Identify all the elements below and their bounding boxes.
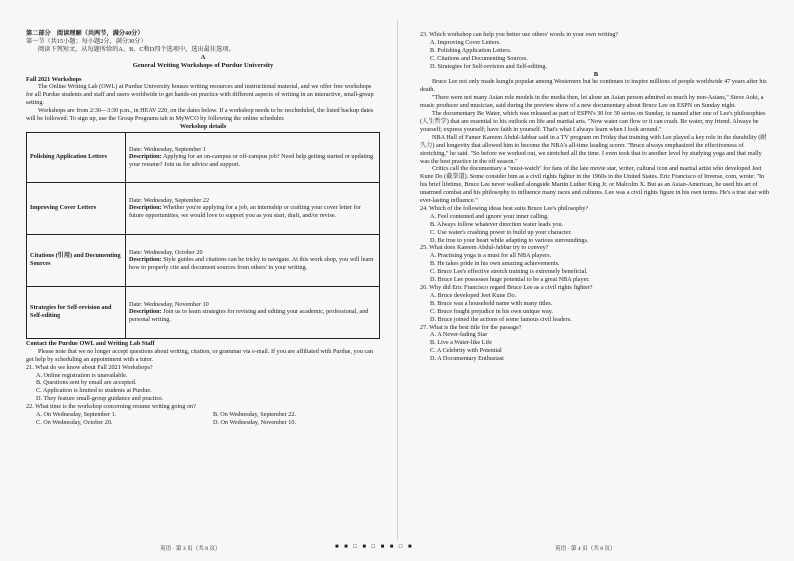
option: A. On Wednesday, September 1. [36, 411, 117, 419]
workshop-desc: Whether you're applying for a job, an internship or crafting your cover letter for future opportunities, we would love to support you as you start, draft, and/or revise. [129, 204, 361, 220]
question-23: 23. Which workshop can help you better use others' words in your own writing? [420, 31, 619, 38]
section-header: 第二部分 阅读理解（共两节，满分40分） [26, 30, 144, 37]
passage-letter-b: B [593, 70, 599, 78]
left-column [26, 30, 380, 427]
option: C. A Celebrity with Potential [430, 347, 502, 355]
option: A. Practising yoga is a must for all NBA players. [430, 252, 552, 260]
section-sub: 第一节（共15小题；每小题2分，满分30分） [26, 37, 147, 45]
option: C. Citations and Documenting Sources. [430, 54, 528, 62]
workshop-date: Date: Wednesday, September 1 [129, 145, 206, 153]
workshop-detail [126, 182, 380, 234]
workshop-name: Citations (引用) and Documenting Sources [27, 234, 126, 286]
option: C. Bruce fought prejudice in his own unique way. [430, 307, 553, 315]
option: A. Bruce developed Jeet Kune Do. [430, 291, 517, 299]
option: C. Application is limited to students at Purdue. [36, 387, 152, 395]
question-26: 26. Why did Eric Francisco regard Bruce Lee as a civil rights fighter? [420, 284, 593, 291]
option: D. Bruce joined the actions of some famous civil leaders. [430, 315, 572, 323]
option: B. Questions sent by email are accepted. [36, 379, 137, 387]
page-divider [397, 20, 398, 540]
workshop-name: Improving Cover Letters [27, 182, 126, 234]
option: A. Online registration is unavailable. [36, 371, 128, 379]
right-column [420, 31, 772, 363]
option: C. Use water's crashing power to build up your character. [430, 228, 572, 236]
option: B. Always follow whatever direction water leads you. [430, 220, 564, 228]
question-25: 25. What does Kareem Abdul-Jabbar try to convey? [420, 244, 549, 252]
option: A. Feel contented and ignore your inner calling. [430, 212, 549, 220]
workshop-date: Date: Wednesday, November 10 [129, 300, 209, 308]
passage-b-p5: Critics call the documentary a "must-watch" for fans of the late movie star, writer, cultural icon and martial artist who developed Jeet Kune Do (截拳道). Some consider him as a civil rights fighter in the 1960s in the United States. Eric Francisco of Inverse, com, wrote: "In his brief lifetime, Bruce Lee never walked alongside Martin Luther King Jr. or Malcolm X. But as an Asian-American, he used his art of unarmed combat and his philosophy to influence many races and cultures. Lee was a civil rights figure in his own terms. He's a true star with ever-lasting influence." [420, 165, 770, 205]
table-row [27, 182, 380, 234]
option: D. Be true to your heart while adapting to various surroundings. [430, 236, 589, 244]
option: A. A Never-fading Star [430, 331, 488, 339]
passage-b-p4: NBA Hall of Famer Kareem Abdul-Jabbar said in a TV program on Friday that training with Lee played a key role in the durability (耐久力) and longevity that allowed him to become the NBA's all-time leading scorer. "Bruce always emphasized the effectiveness of stretching," he said. "So before we worked out, we stretched all the time. I even took that to another level by studying yoga and that really was the best practice in the off season." [420, 133, 767, 165]
workshop-desc: Applying for an on-campus or off-campus job? Need help getting started or updating your resume? Join us for advice and support. [129, 153, 374, 169]
option: D. A Documentary Enthusiast [430, 355, 504, 363]
workshop-name: Strategies for Self-revision and Self-editing [27, 286, 126, 338]
passage-b-p2: "There were not many Asian role models in the media then, let alone an Asian person admired so much by non-Asians," Steve Aoki, a music producer and musician, said during the preview show of a new documentary about Bruce Lee on ESPN on Sunday night. [420, 94, 764, 110]
workshop-detail [126, 286, 380, 338]
workshop-date: Date: Wednesday, September 22 [129, 196, 210, 204]
workshop-detail [126, 132, 380, 182]
table-row [27, 286, 380, 338]
question-27: 27. What is the best title for the passage? [420, 323, 522, 331]
option: D. They feature small-group guidance and practice. [36, 395, 164, 403]
option: C. On Wednesday, October 20. [36, 418, 113, 426]
passage-b-p1: Bruce Lee not only made kungfu popular among Westerners but he continues to inspire millions of people worldwide 47 years after his death. [420, 78, 767, 94]
option: B. He takes pride in his own amazing achievements. [430, 260, 560, 268]
subheading: Fall 2021 Workshops [26, 75, 82, 83]
option: D. On Wednesday, November 10. [213, 418, 297, 426]
passage-b-p3: The documentary Be Water, which was released as part of ESPN's 30 for 30 series on Sunday, is named after one of Lee's philosophies (人生哲学) that are essential to his outlook on life and martial arts. "Now water can flow or it can crash. Be water, my friend. Always be yourself; express yourself; have faith in yourself. That's what I always learn when I look around." [420, 110, 766, 133]
table-title: Workshop details [179, 122, 227, 130]
option: B. Bruce was a household name with many titles. [430, 299, 553, 307]
workshop-name: Polishing Application Letters [27, 132, 126, 182]
workshop-desc: Join us to learn strategies for revising and editing your academic, professional, and personal writing. [129, 308, 369, 324]
instruction: 阅读下列短文，从每题所给的A、B、C和D四个选项中，选出最佳选项。 [38, 45, 235, 53]
desc-label: Description: [129, 256, 162, 264]
para2: Workshops are from 2:30—3:30 p.m., in HEAV 220, on the dates below. If a workshop needs to be rescheduled, the listed backup dates will be followed. To sign up, use the Group Programs tab in MyWCO by following the online scheduler. [26, 107, 374, 123]
option: B. On Wednesday, September 22. [213, 411, 297, 419]
option: B. Polishing Application Letters. [430, 46, 512, 54]
option: D. Bruce Lee possesses huge potential to be a great NBA player. [430, 276, 590, 284]
table-row [27, 234, 380, 286]
para1: The Online Writing Lab (OWL) at Purdue University houses writing resources and instructional material, and we offer free workshops for all Purdue students and staff and users worldwide to get hands-on practice with different aspects of writing in an interactive, small-group setting. [26, 83, 374, 107]
center-marks: ■ ■ □ ■ □ ■ ■ □ ■ [335, 544, 414, 550]
workshop-date: Date: Wednesday, October 20 [129, 248, 203, 256]
question-22: 22. What time is the workshop concerning resume writing going on? [26, 403, 196, 411]
question-24: 24. Which of the following ideas best suits Bruce Lee's philosophy? [420, 204, 589, 212]
option: D. Strategies for Self-revision and Self-editing. [430, 62, 548, 70]
desc-label: Description: [129, 153, 162, 161]
footer-left: 英语 · 第 3 页（共 8 页） [160, 546, 221, 552]
option: B. Live a Water-like Life [430, 339, 492, 347]
desc-label: Description: [129, 204, 162, 212]
table-row [27, 132, 380, 182]
workshop-table [26, 132, 380, 339]
passage-title: General Writing Workshops of Purdue University [132, 61, 274, 69]
footer-right: 英语 · 第 4 页（共 8 页） [555, 546, 616, 552]
workshop-detail [126, 234, 380, 286]
question-21: 21. What do we know about Fall 2021 Workshops? [26, 363, 153, 371]
desc-label: Description: [129, 308, 162, 316]
passage-letter-a: A [200, 53, 206, 61]
option: C. Bruce Lee's effective stretch training is extremely beneficial. [430, 268, 588, 276]
contact-heading: Contact the Purdue OWL and Writing Lab Staff [26, 339, 155, 347]
contact-para: Please note that we no longer accept questions about writing, citation, or grammar via e-mail. If you are affiliated with Purdue, you can get help by scheduling an appointment with a tutor. [26, 347, 373, 363]
option: A. Improving Cover Letters. [430, 38, 501, 46]
workshop-desc: Style guides and citations can be tricky to navigate. At this work shop, you will learn how to properly cite and document sources from others' in your writing. [129, 256, 374, 272]
